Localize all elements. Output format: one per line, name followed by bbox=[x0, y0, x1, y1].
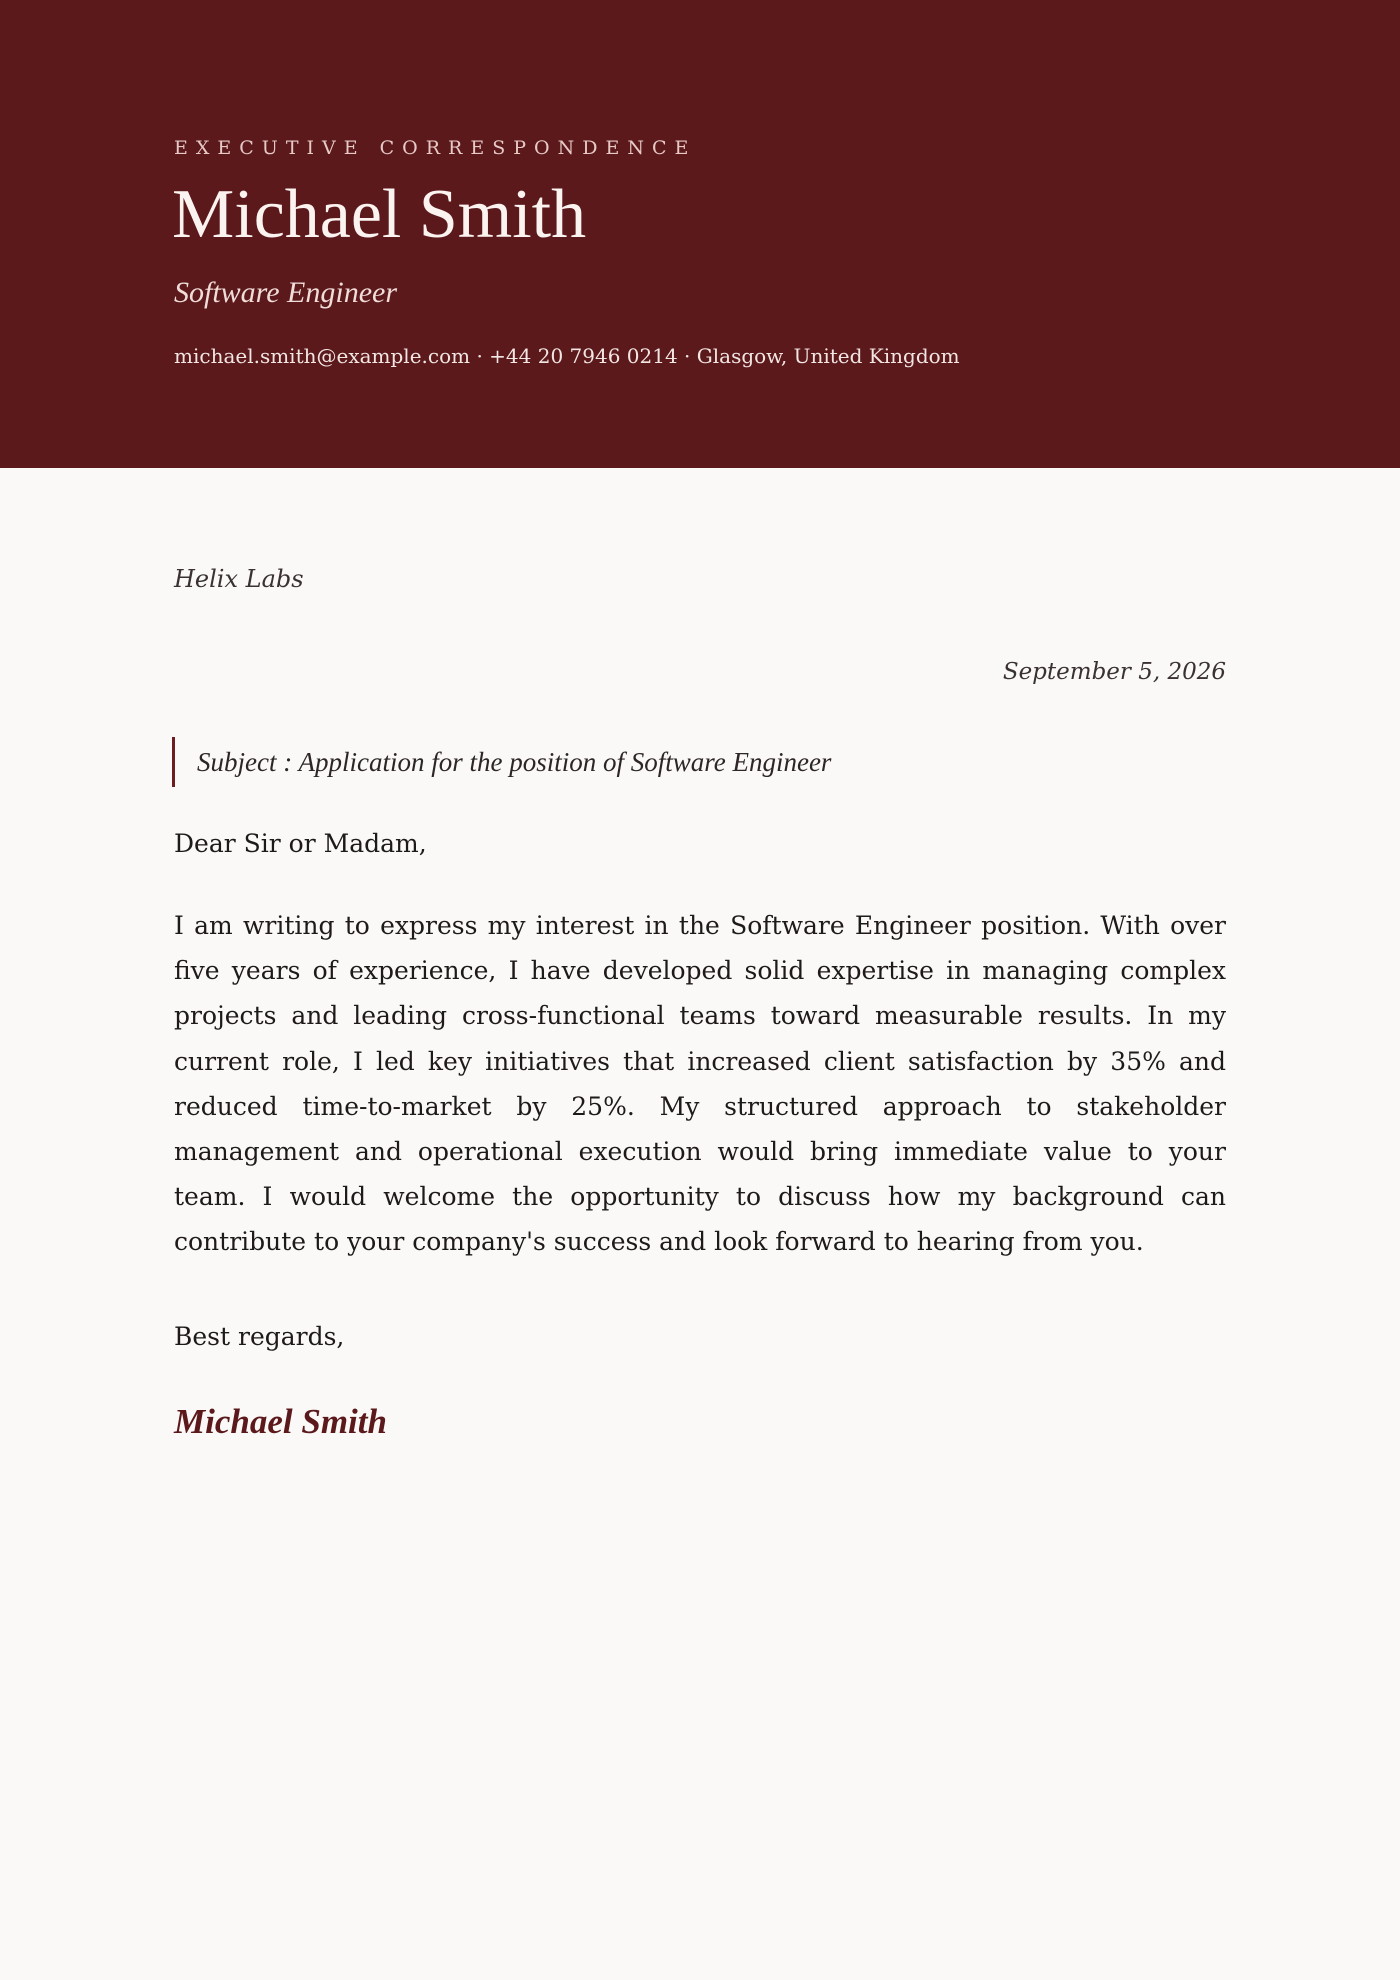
sender-role: Software Engineer bbox=[174, 276, 398, 309]
signature-name: Michael Smith bbox=[174, 1402, 387, 1441]
letterhead-eyebrow: EXECUTIVE CORRESPONDENCE bbox=[174, 137, 697, 159]
subject-line: Subject : Application for the position of Software Engineer bbox=[172, 737, 831, 787]
salutation: Dear Sir or Madam, bbox=[174, 829, 427, 858]
closing-phrase: Best regards, bbox=[174, 1322, 345, 1351]
letter-date: September 5, 2026 bbox=[1002, 659, 1226, 685]
sender-contact-line: michael.smith@example.com · +44 20 7946 0214 · Glasgow, United Kingdom bbox=[174, 344, 960, 368]
letter-body-paragraph: I am writing to express my interest in the Software Engineer position. With over five years of experience, I have developed solid expertise in managing complex projects and leading cross-functional teams toward measurable results. In my current role, I led key initiatives that increased client satisfaction by 35% and reduced time-to-market by 25%. My structured approach to stakeholder management and operational execution would bring immediate value to your team. I would welcome the opportunity to discuss how my background can contribute to your company's success and look forward to hearing from you. bbox=[174, 911, 1226, 1257]
recipient-company: Helix Labs bbox=[174, 565, 304, 593]
letterhead-banner bbox=[0, 0, 1400, 468]
sender-name: Michael Smith bbox=[172, 176, 587, 253]
